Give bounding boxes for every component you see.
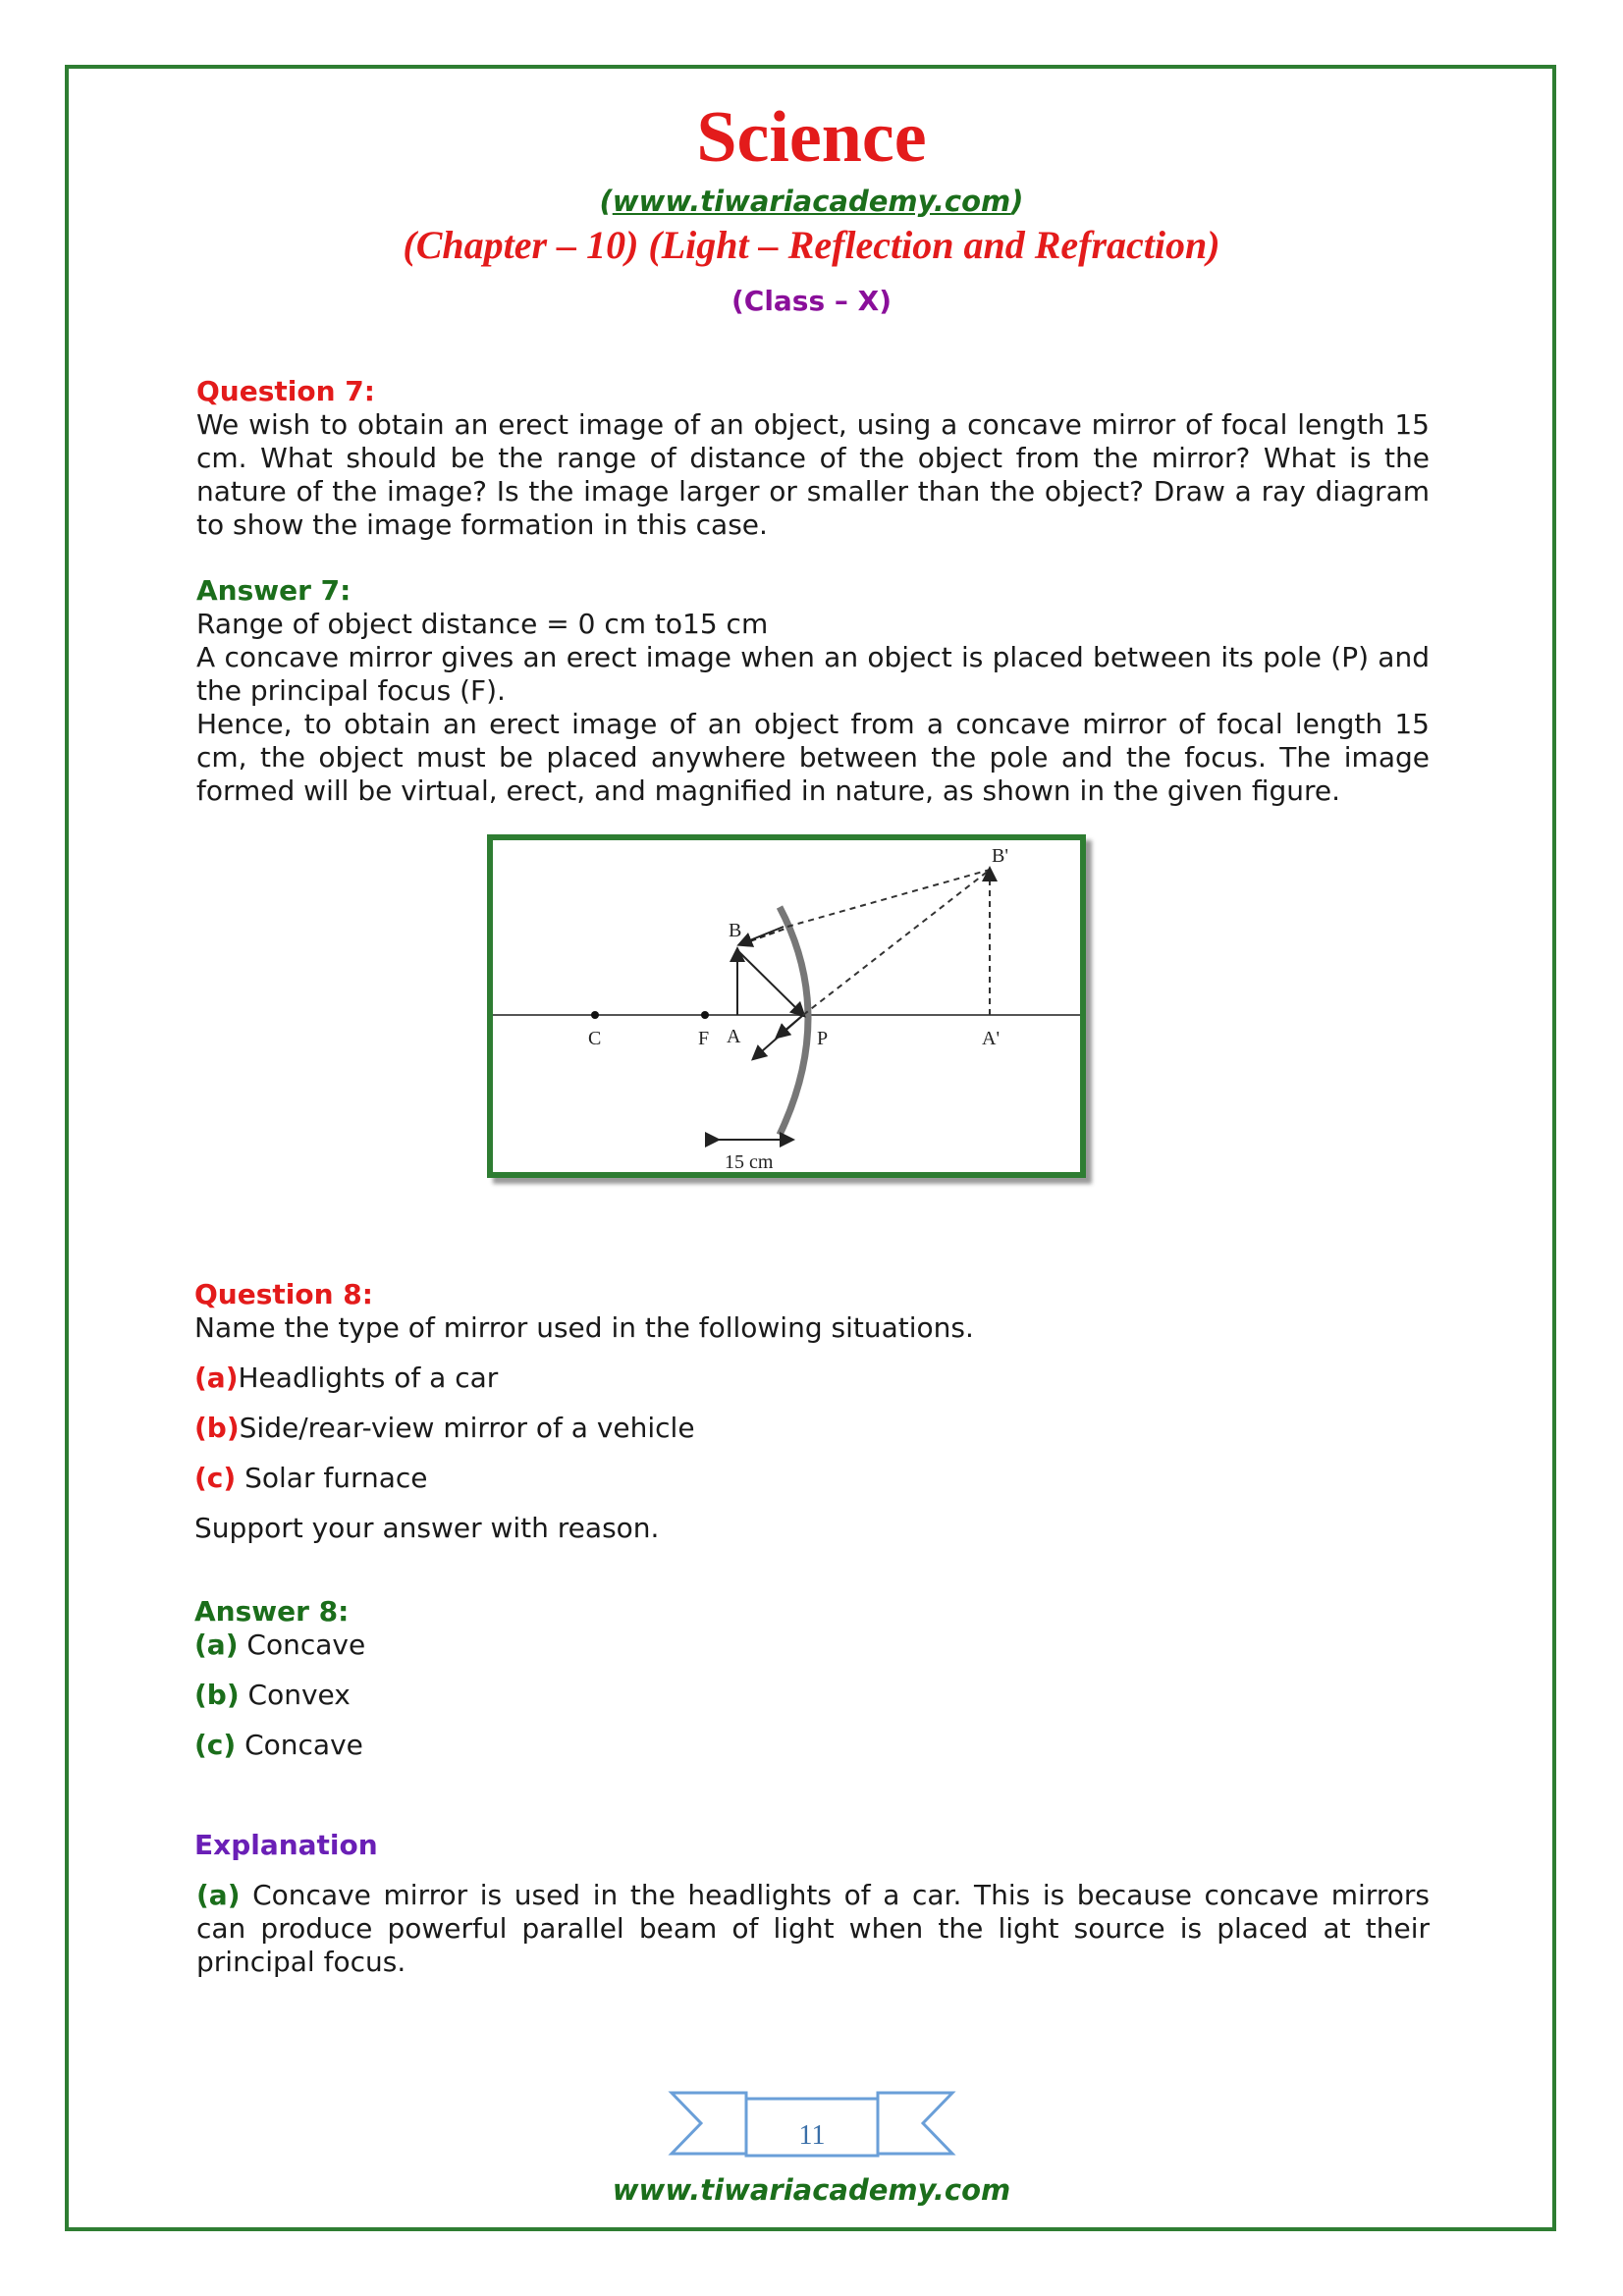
question-8-heading: Question 8: [194,1278,373,1310]
question-8-intro: Name the type of mirror used in the following situations. [194,1311,974,1344]
label-c: C [588,1028,602,1049]
question-7-text: We wish to obtain an erect image of an object, using a concave mirror of focal length 15 cm. What should be the range of distance of the object from the mirror? What is the nature of the image? Is the image larger or smaller than the object? Draw a ray diagram to show the image formation in this case. [196,408,1430,541]
answer-7-line-3: Hence, to obtain an erect image of an object from a concave mirror of focal length 15 cm, the object must be placed anywhere between the pole and the focus. The image formed will be virtual, erect, and magnified in nature, as shown in the given figure. [196,708,1430,807]
label-b: B [729,920,742,941]
answer-7-line-2: A concave mirror gives an erect image when an object is placed between its pole (P) and the principal focus (F). [196,641,1430,707]
question-8-item-c: (c) Solar furnace [194,1462,428,1494]
answer-7-heading: Answer 7: [196,574,352,607]
header-website: (www.tiwariacademy.com) [599,185,1024,218]
virtual-ray-2 [803,870,990,1015]
label-b-prime: B' [992,845,1008,867]
label-p: P [817,1028,829,1049]
ray-diagram [487,834,1086,1178]
label-f: F [698,1028,710,1049]
point-c [591,1011,599,1019]
incident-ray-2 [778,1015,803,1037]
label-a-prime: A' [982,1028,1001,1049]
page-title: Science [696,97,927,178]
incident-ray-1 [737,950,803,1015]
answer-8-item-a: (a) Concave [194,1629,366,1661]
label-a: A [727,1026,741,1047]
page-number: 11 [798,2120,826,2151]
website-link[interactable]: www.tiwariacademy.com [612,185,1011,218]
class-label: (Class – X) [730,285,893,317]
answer-8-item-c: (c) Concave [194,1729,363,1761]
answer-8-heading: Answer 8: [194,1595,350,1628]
chapter-title: (Chapter – 10) (Light – Reflection and Refraction) [403,223,1220,267]
answer-7-line-1: Range of object distance = 0 cm to15 cm [196,608,769,640]
question-8-item-a: (a)Headlights of a car [194,1362,499,1394]
answer-8-item-b: (b) Convex [194,1679,351,1711]
explanation-text: (a) Concave mirror is used in the headlights of a car. This is because concave mirrors can produce powerful parallel beam of light when the light source is placed at their principal focus. [196,1879,1430,1978]
question-8-outro: Support your answer with reason. [194,1512,660,1544]
concave-mirror [780,907,808,1135]
virtual-ray-1 [787,870,990,927]
point-f [701,1011,709,1019]
question-7-heading: Question 7: [196,375,375,407]
footer-website-link[interactable]: www.tiwariacademy.com [612,2173,1011,2207]
reflected-ray-2-head [740,927,784,944]
label-distance: 15 cm [725,1151,774,1172]
explanation-heading: Explanation [194,1829,378,1861]
ray-diagram-svg [493,840,1080,1172]
question-8-item-b: (b)Side/rear-view mirror of a vehicle [194,1412,695,1444]
